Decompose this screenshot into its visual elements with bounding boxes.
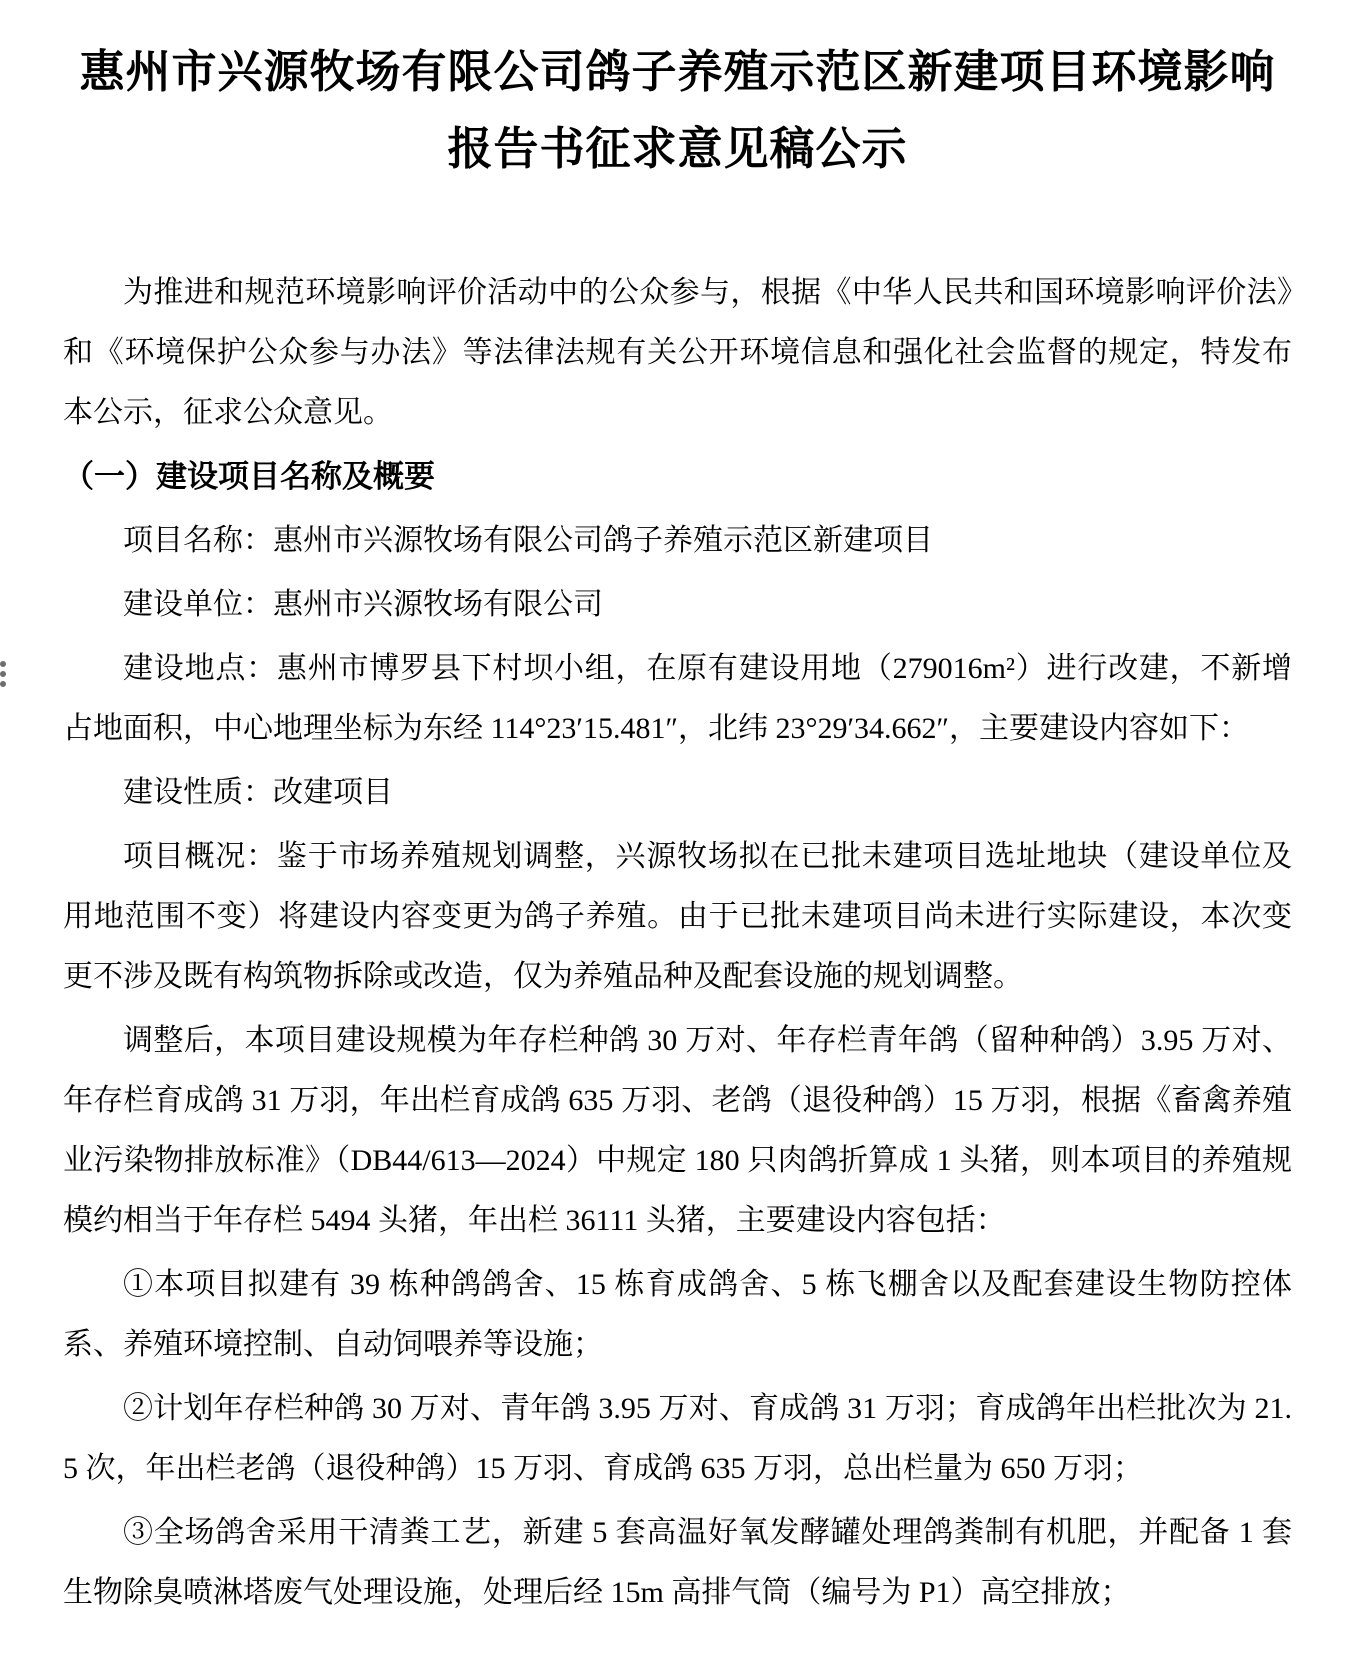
drag-handle-icon[interactable]: [0, 661, 6, 687]
paragraph-project-overview: 项目概况：鉴于市场养殖规划调整，兴源牧场拟在已批未建项目选址地块（建设单位及用地范围不变）将建设内容变更为鸽子养殖。由于已批未建项目尚未进行实际建设，本次变更不涉及既有构筑物拆除或改造，仅为养殖品种及配套设施的规划调整。: [63, 840, 1292, 993]
paragraph-construction-nature: 建设性质：改建项目: [123, 776, 393, 809]
page-title: [63, 33, 1292, 187]
paragraph-project-scale: 调整后，本项目建设规模为年存栏种鸽 30 万对、年存栏青年鸽（留种种鸽）3.95 万对、年存栏育成鸽 31 万羽，年出栏育成鸽 635 万羽、老鸽（退役种鸽）15 万羽，根据《畜禽养殖业污染物排放标准》（DB44/613—2024）中规定 180 只肉鸽折算成 1 头猪，则本项目的养殖规模约相当于年存栏 5494 头猪，年出栏 36111 头猪，主要建设内容包括：: [63, 1024, 1292, 1237]
drag-handle-dot: [0, 681, 6, 687]
paragraph-project-name: 项目名称：惠州市兴源牧场有限公司鸽子养殖示范区新建项目: [123, 524, 933, 557]
paragraph-item-3: ③全场鸽舍采用干清粪工艺，新建 5 套高温好氧发酵罐处理鸽粪制有机肥，并配备 1 套生物除臭喷淋塔废气处理设施，处理后经 15m 高排气筒（编号为 P1）高空排放；: [63, 1516, 1292, 1609]
document-body: [63, 263, 1292, 1623]
drag-handle-dot: [0, 661, 6, 667]
paragraph-intro: 为推进和规范环境影响评价活动中的公众参与，根据《中华人民共和国环境影响评价法》和《环境保护公众参与办法》等法律法规有关公开环境信息和强化社会监督的规定，特发布本公示，征求公众意见。: [63, 276, 1292, 429]
page-title-line-1: 惠州市兴源牧场有限公司鸽子养殖示范区新建项目环境影响: [79, 46, 1276, 97]
paragraph-construction-unit: 建设单位：惠州市兴源牧场有限公司: [123, 588, 603, 621]
paragraph-location: 建设地点：惠州市博罗县下村坝小组，在原有建设用地（279016m²）进行改建，不新增占地面积，中心地理坐标为东经 114°23′15.481″，北纬 23°29′34.662″，主要建设内容如下：: [63, 652, 1292, 745]
paragraph-item-2: ②计划年存栏种鸽 30 万对、青年鸽 3.95 万对、育成鸽 31 万羽；育成鸽年出栏批次为 21.5 次，年出栏老鸽（退役种鸽）15 万羽、育成鸽 635 万羽，总出栏量为 650 万羽；: [63, 1392, 1292, 1485]
section-heading-1: （一）建设项目名称及概要: [63, 459, 435, 494]
drag-handle-dot: [0, 671, 6, 677]
paragraph-item-1: ①本项目拟建有 39 栋种鸽鸽舍、15 栋育成鸽舍、5 栋飞棚舍以及配套建设生物防控体系、养殖环境控制、自动饲喂养等设施；: [63, 1268, 1292, 1361]
page-title-line-2: 报告书征求意见稿公示: [447, 123, 908, 174]
